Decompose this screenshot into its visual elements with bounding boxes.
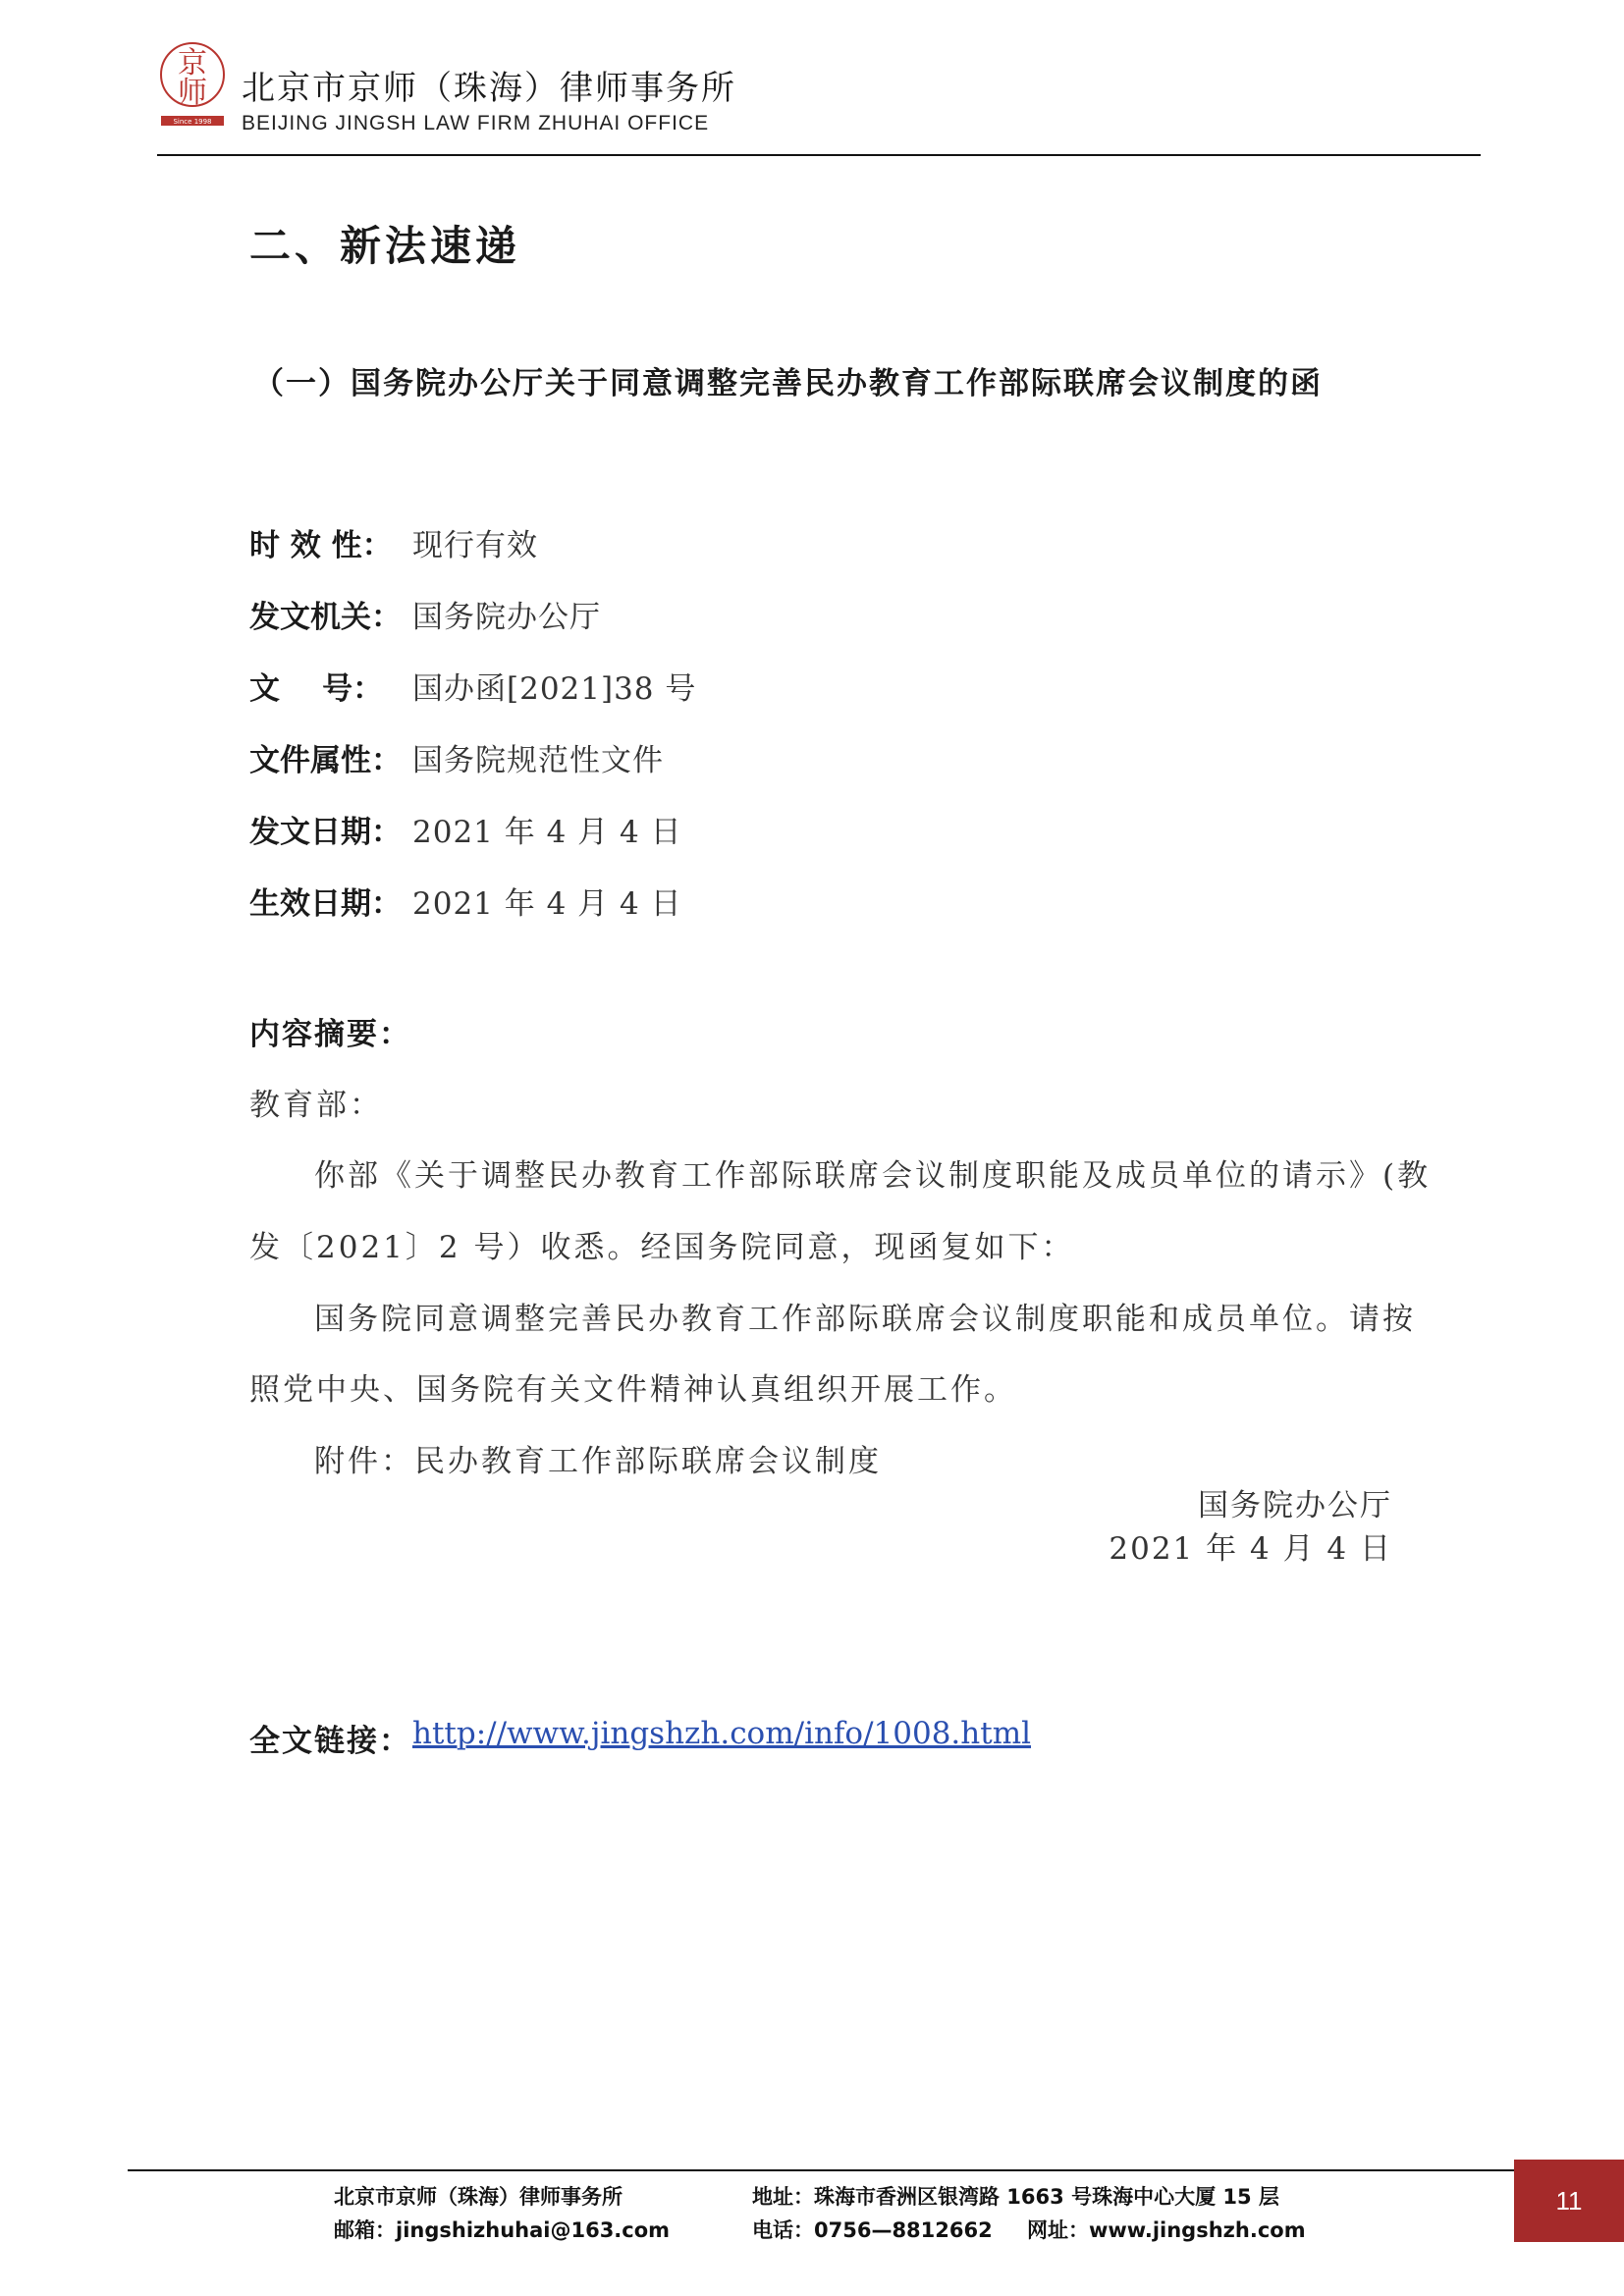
paragraph-2-line-2: 照党中央、国务院有关文件精神认真组织开展工作。 [249,1372,1017,1408]
meta-label: 生效日期： [249,886,402,922]
meta-row-validity [249,507,696,578]
meta-row-doc-type [249,721,696,793]
meta-label: 发文机关： [249,600,402,635]
meta-row-issue-date [249,793,696,865]
meta-row-doc-number [249,650,696,721]
meta-value: 国务院规范性文件 [412,743,664,778]
section-title: 二、新法速递 [249,222,521,270]
firm-logo [157,31,228,130]
firm-name-en: BEIJING JINGSH LAW FIRM ZHUHAI OFFICE [242,112,710,134]
attachment-line: 附件：民办教育工作部际联席会议制度 [314,1444,882,1479]
signature-date: 2021 年 4 月 4 日 [1109,1531,1392,1567]
full-text-link-label: 全文链接： [249,1724,411,1759]
salutation: 教育部： [249,1088,383,1123]
paragraph-1-line-1: 你部《关于调整民办教育工作部际联席会议制度职能及成员单位的请示》(教 [314,1158,1432,1194]
logo-char-2: 师 [178,76,207,110]
footer-website: 网址：www.jingshzh.com [1027,2218,1306,2242]
meta-label: 文件属性： [249,743,402,778]
meta-label: 发文日期： [249,815,402,850]
logo-char-1: 京 [178,46,207,80]
meta-value: 2021 年 4 月 4 日 [412,815,682,850]
document-metadata [249,507,696,936]
meta-row-issuer [249,578,696,650]
document-title: （一）国务院办公厅关于同意调整完善民办教育工作部际联席会议制度的函 [253,366,1323,401]
footer-phone: 电话：0756—8812662 [752,2218,993,2242]
meta-value: 现行有效 [412,528,538,563]
paragraph-1-line-2: 发〔2021〕2 号）收悉。经国务院同意，现函复如下： [249,1230,1075,1265]
full-text-link[interactable]: http://www.jingshzh.com/info/1008.html [412,1716,1032,1751]
meta-row-effective-date [249,865,696,936]
footer-firm-name: 北京市京师（珠海）律师事务所 [334,2185,623,2209]
summary-heading: 内容摘要： [249,1017,411,1052]
meta-value: 国务院办公厅 [412,600,601,635]
meta-label: 文 号： [249,671,384,707]
footer-divider [128,2169,1514,2171]
footer-email: 邮箱：jingshizhuhai@163.com [334,2218,671,2242]
page-number: 11 [1514,2160,1624,2242]
meta-value: 国办函[2021]38 号 [412,671,697,707]
meta-label: 时 效 性： [249,528,393,563]
signature: 国务院办公厅 [1198,1488,1392,1523]
logo-since: Since 1998 [173,118,212,126]
footer-address: 地址：珠海市香洲区银湾路 1663 号珠海中心大厦 15 层 [752,2185,1279,2209]
header-divider [157,154,1481,156]
firm-name-cn: 北京市京师（珠海）律师事务所 [242,69,736,108]
paragraph-2-line-1: 国务院同意调整完善民办教育工作部际联席会议制度职能和成员单位。请按 [314,1302,1416,1337]
meta-value: 2021 年 4 月 4 日 [412,886,682,922]
